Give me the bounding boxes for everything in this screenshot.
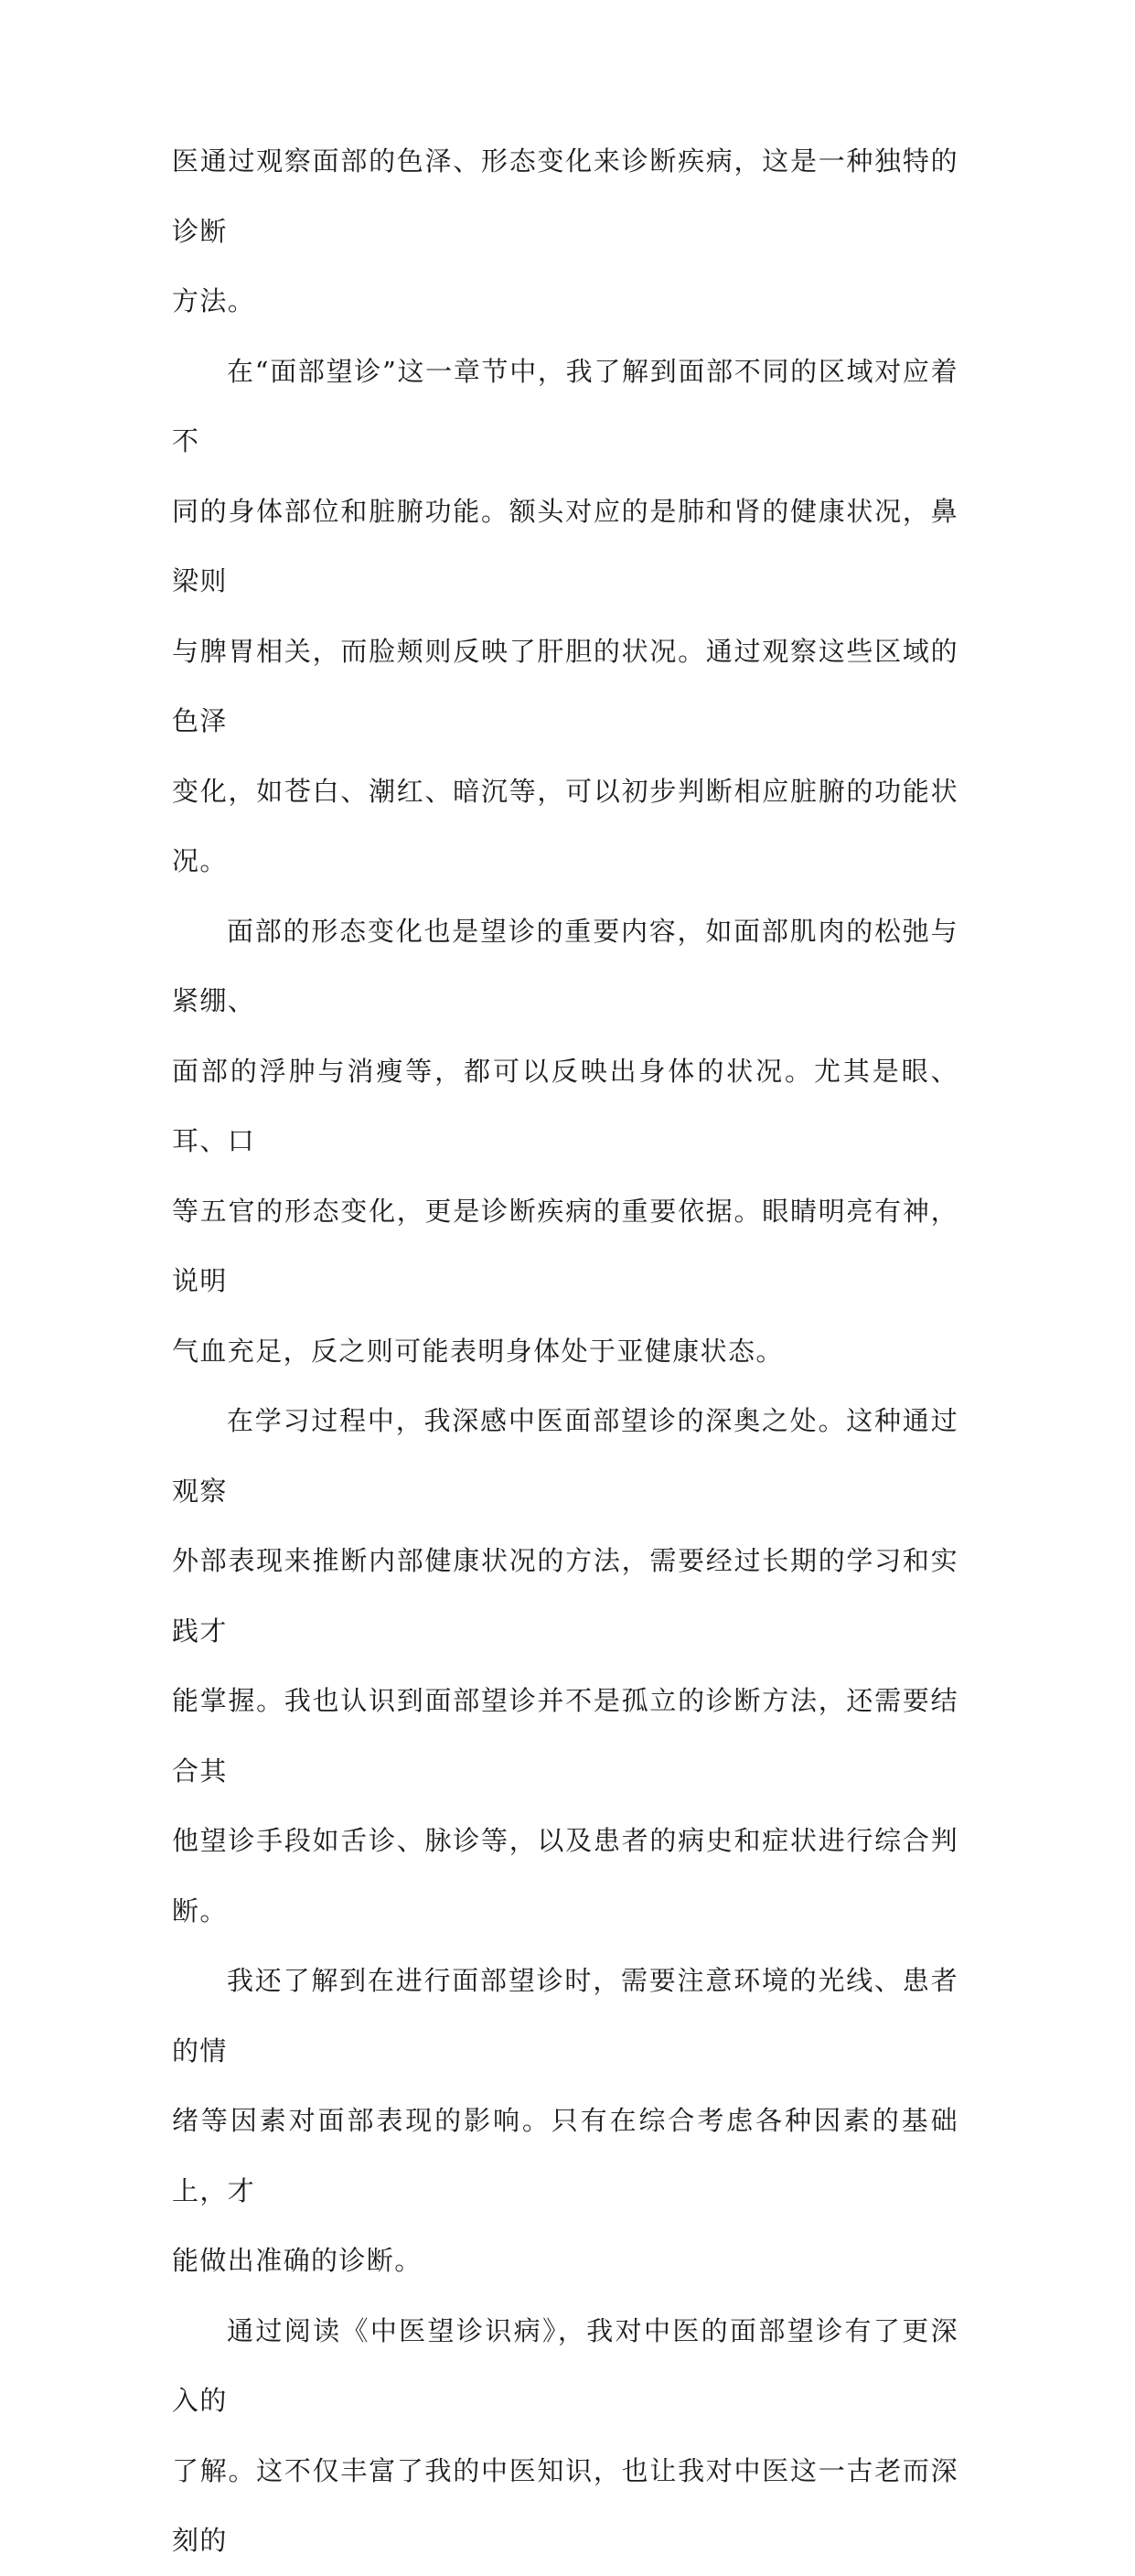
text-line: 绪等因素对面部表现的影响。只有在综合考虑各种因素的基础上，才 — [172, 2105, 958, 2206]
paragraph — [172, 126, 958, 337]
text-line: 面部的形态变化也是望诊的重要内容，如面部肌肉的松弛与紧绷、 — [172, 915, 958, 1016]
text-line: 与脾胃相关，而脸颊则反映了肝胆的状况。通过观察这些区域的色泽 — [172, 635, 958, 736]
text-line: 通过阅读《中医望诊识病》，我对中医的面部望诊有了更深入的 — [172, 2314, 958, 2416]
text-line: 变化，如苍白、潮红、暗沉等，可以初步判断相应脏腑的功能状况。 — [172, 775, 958, 876]
text-line: 在学习过程中，我深感中医面部望诊的深奥之处。这种通过观察 — [172, 1405, 958, 1507]
document-body — [172, 126, 958, 2576]
text-line: 我还了解到在进行面部望诊时，需要注意环境的光线、患者的情 — [172, 1965, 958, 2066]
text-line: 他望诊手段如舌诊、脉诊等，以及患者的病史和症状进行综合判断。 — [172, 1825, 958, 1927]
text-line: 同的身体部位和脏腑功能。额头对应的是肺和肾的健康状况，鼻梁则 — [172, 495, 958, 596]
text-line: 等五官的形态变化，更是诊断疾病的重要依据。眼睛明亮有神，说明 — [172, 1195, 958, 1296]
paragraph — [172, 337, 958, 896]
text-line: 能做出准确的诊断。 — [172, 2245, 423, 2276]
text-line: 面部的浮肿与消瘦等，都可以反映出身体的状况。尤其是眼、耳、口 — [172, 1055, 958, 1156]
paragraph — [172, 1386, 958, 1946]
paragraph — [172, 1946, 958, 2296]
paragraph — [172, 896, 958, 1387]
paragraph — [172, 2296, 958, 2576]
text-line: 气血充足，反之则可能表明身体处于亚健康状态。 — [172, 1335, 784, 1367]
text-line: 能掌握。我也认识到面部望诊并不是孤立的诊断方法，还需要结合其 — [172, 1685, 958, 1787]
text-line: 在“面部望诊”这一章节中，我了解到面部不同的区域对应着不 — [172, 355, 958, 456]
text-line: 方法。 — [172, 285, 256, 317]
text-line: 了解。这不仅丰富了我的中医知识，也让我对中医这一古老而深刻的 — [172, 2454, 958, 2556]
text-line: 外部表现来推断内部健康状况的方法，需要经过长期的学习和实践才 — [172, 1545, 958, 1647]
text-line: 医通过观察面部的色泽、形态变化来诊断疾病，这是一种独特的诊断 — [172, 145, 958, 247]
